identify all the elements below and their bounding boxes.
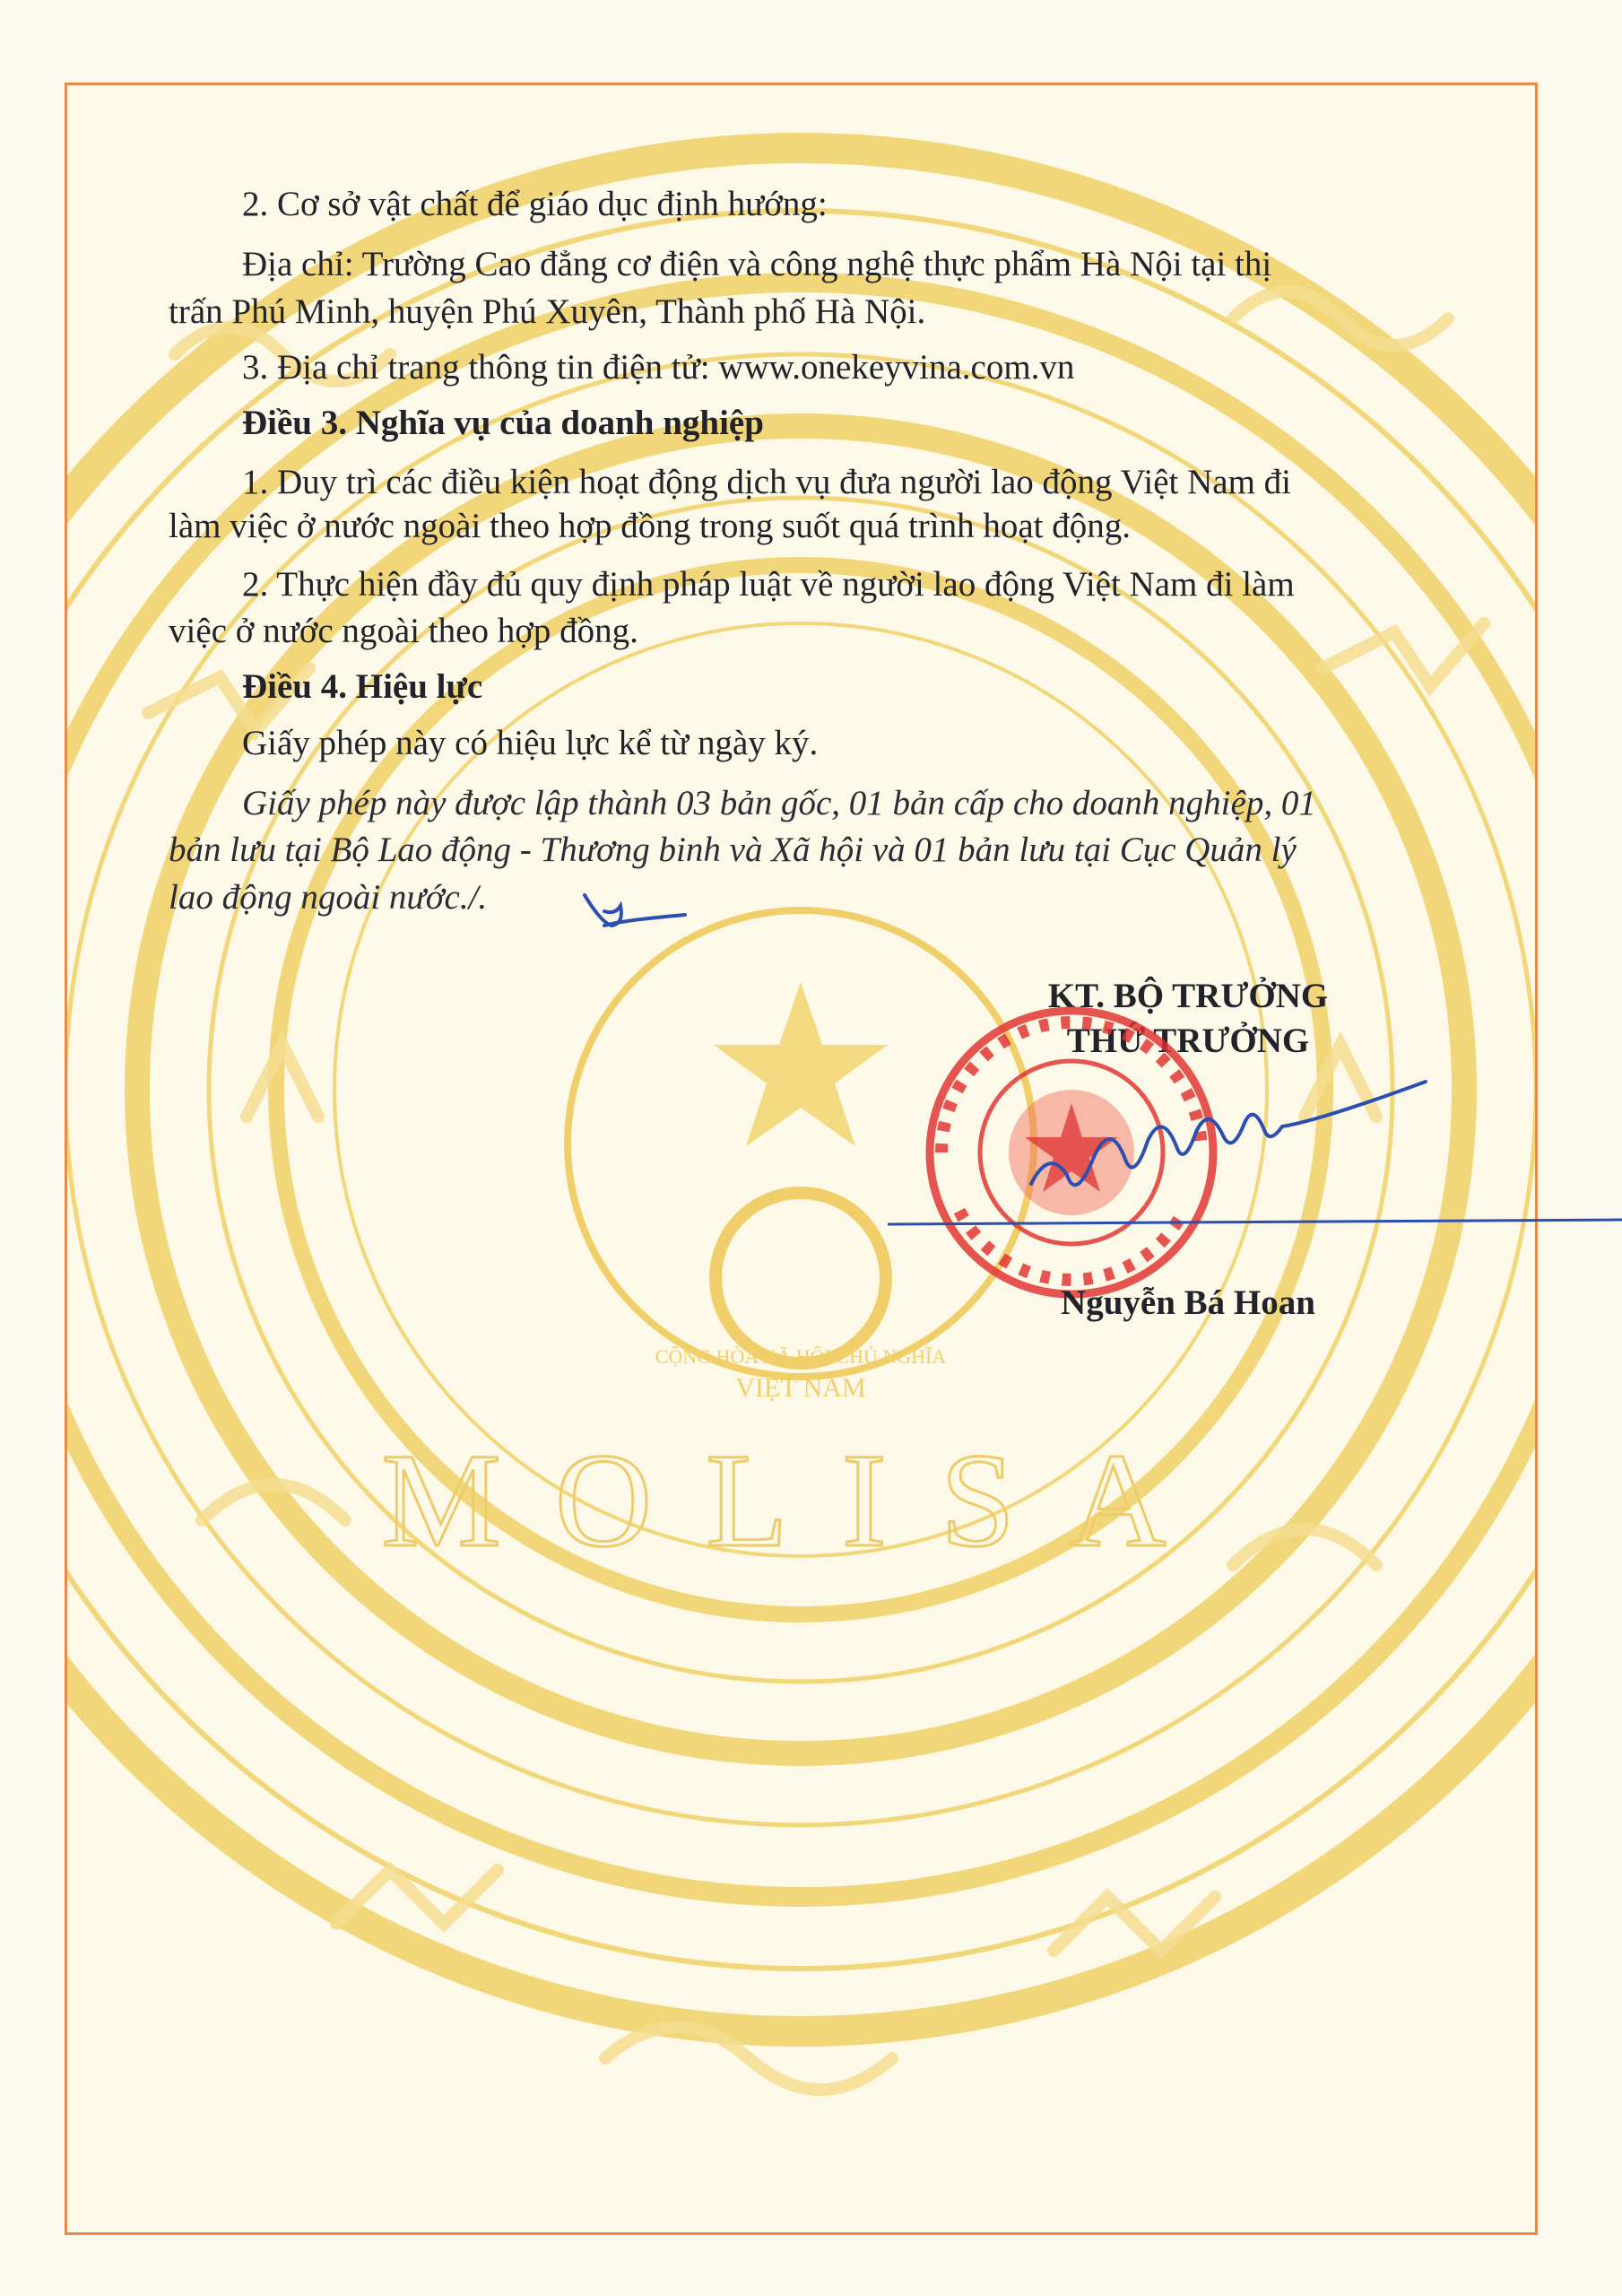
official-seal xyxy=(930,1011,1213,1294)
copies-note-line-3: lao động ngoài nước./. xyxy=(169,878,488,917)
signature-title-2: THỨ TRƯỞNG xyxy=(1066,1022,1310,1060)
obligation-2-line-1: 2. Thực hiện đầy đủ quy định pháp luật về người lao động Việt Nam đi làm xyxy=(242,565,1295,604)
article-3-heading: Điều 3. Nghĩa vụ của doanh nghiệp xyxy=(242,404,764,442)
emblem-banner-text: VIỆT NAM xyxy=(735,1373,866,1403)
address-line-2: trấn Phú Minh, huyện Phú Xuyên, Thành phố Hà Nội. xyxy=(169,292,926,331)
emblem-ring-text: CỘNG HÒA XÃ HỘI CHỦ NGHĨA xyxy=(655,1345,947,1368)
copies-note-line-1: Giấy phép này được lập thành 03 bản gốc, 01 bản cấp cho doanh nghiệp, 01 xyxy=(242,784,1316,822)
article-4-heading: Điều 4. Hiệu lực xyxy=(242,667,483,706)
signer-name: Nguyễn Bá Hoan xyxy=(1061,1283,1315,1322)
seal-and-signature xyxy=(888,996,1622,1318)
address-line-1: Địa chỉ: Trường Cao đẳng cơ điện và công nghệ thực phẩm Hà Nội tại thị xyxy=(242,245,1272,283)
effective-date-line: Giấy phép này có hiệu lực kể từ ngày ký. xyxy=(242,724,819,762)
website-line: 3. Địa chỉ trang thông tin điện tử: www.onekeyvina.com.vn xyxy=(242,348,1075,387)
obligation-1-line-2: làm việc ở nước ngoài theo hợp đồng trong suốt quá trình hoạt động. xyxy=(169,507,1131,545)
obligation-1-line-1: 1. Duy trì các điều kiện hoạt động dịch vụ đưa người lao động Việt Nam đi xyxy=(242,463,1292,501)
signature-title-1: KT. BỘ TRƯỞNG xyxy=(1047,977,1329,1015)
watermark-molisa-text: MOLISA xyxy=(381,1426,1220,1575)
facility-heading: 2. Cơ sở vật chất để giáo dục định hướng: xyxy=(242,185,828,223)
copies-note-line-2: bản lưu tại Bộ Lao động - Thương binh và Xã hội và 01 bản lưu tại Cục Quản lý xyxy=(169,831,1297,869)
obligation-2-line-2: việc ở nước ngoài theo hợp đồng. xyxy=(169,612,638,650)
signature-underline-stroke xyxy=(888,1220,1622,1224)
initial-mark xyxy=(574,879,699,951)
